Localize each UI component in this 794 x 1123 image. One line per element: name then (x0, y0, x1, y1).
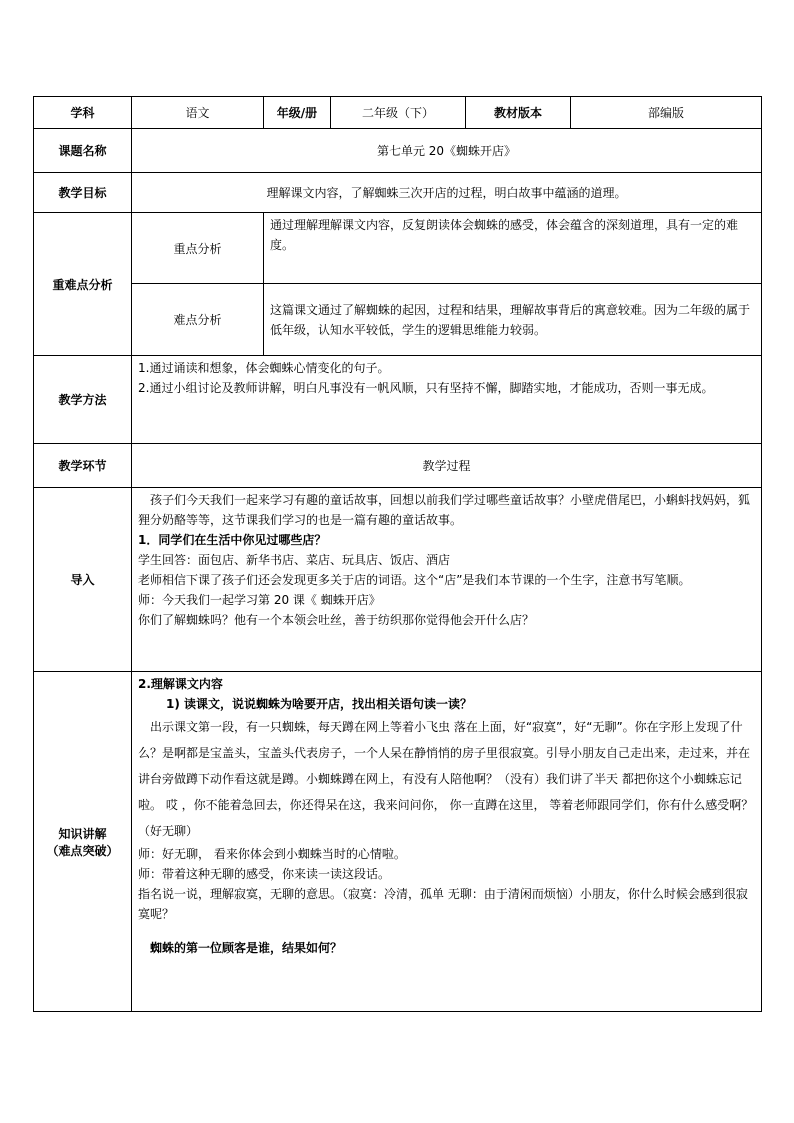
process-header-row (34, 444, 762, 488)
difficult-analysis-label: 难点分析 (132, 284, 264, 356)
knowledge-subheading: 1) 读课文，说说蜘蛛为啥要开店，找出相关语句读一读？ (166, 697, 473, 711)
goal-label: 教学目标 (34, 173, 132, 213)
goal-row (34, 173, 762, 213)
difficult-analysis-value: 这篇课文通过了解蜘蛛的起因，过程和结果，理解故事背后的寓意较难。因为二年级的属于低年级，认知水平较低，学生的逻辑思维能力较弱。 (264, 284, 762, 356)
analysis-label: 重难点分析 (34, 213, 132, 356)
subject-label: 学科 (34, 97, 132, 129)
intro-student-answer: 学生回答：面包店、新华书店、菜店、玩具店、饭店、酒店 (138, 553, 451, 567)
knowledge-question: 蜘蛛的第一位顾客是谁，结果如何？ (150, 941, 343, 955)
knowledge-content (132, 672, 762, 1012)
intro-paragraph-4: 老师相信下课了孩子们还会发现更多关于店的词语。这个“店”是我们本节课的一个生字，注意书写笔顺。 (138, 573, 691, 587)
knowledge-paragraph-1: 出示课文第一段，有一只蜘蛛，每天蹲在网上等着小飞虫 落在上面，好“寂寞”，好“无聊”。你在字形上发现了什么？是啊都是宝盖头，宝盖头代表房子，一个人呆在静悄悄的房子里很寂寞。引导小朋友自己走出来，走过来，并在讲台旁做蹲下动作看这就是蹲。小蜘蛛蹲在网上，有没有人陪他啊？（没有）我们讲了半天 都把你这个小蜘蛛忘记啦。 哎 ，你不能着急回去，你还得呆在这，我来问问你， 你一直蹲在这里， 等着老师跟同学们，你有什么感受啊？（好无聊） (138, 720, 754, 838)
knowledge-label (34, 672, 132, 1012)
edition-value: 部编版 (571, 97, 762, 129)
process-label: 教学过程 (132, 444, 762, 488)
grade-value: 二年级（下） (331, 97, 466, 129)
key-analysis-value: 通过理解理解课文内容，反复朗读体会蜘蛛的感受，体会蕴含的深刻道理，具有一定的难度。 (264, 213, 762, 284)
subject-value: 语文 (132, 97, 264, 129)
knowledge-spacer (138, 924, 755, 938)
method-row (34, 356, 762, 444)
header-row (34, 97, 762, 129)
intro-label: 导入 (34, 488, 132, 672)
intro-row (34, 488, 762, 672)
edition-label: 教材版本 (466, 97, 571, 129)
knowledge-heading: 2.理解课文内容 (138, 677, 223, 691)
method-line-2: 2.通过小组讨论及教师讲解，明白凡事没有一帆风顺，只有坚持不懈，脚踏实地，才能成功，否则一事无成。 (138, 381, 714, 395)
key-analysis-row (34, 213, 762, 284)
goal-value: 理解课文内容，了解蜘蛛三次开店的过程，明白故事中蕴涵的道理。 (132, 173, 762, 213)
method-content (132, 356, 762, 444)
intro-paragraph-6: 你们了解蜘蛛吗？他有一个本领会吐丝，善于纺织那你觉得他会开什么店？ (138, 613, 535, 627)
lesson-row (34, 129, 762, 173)
intro-paragraph-1: 孩子们今天我们一起来学习有趣的童话故事，回想以前我们学过哪些童话故事？小壁虎借尾巴，小蝌蚪找妈妈，狐狸分奶酪等等，这节课我们学习的也是一篇有趣的童话故事。 (138, 493, 751, 527)
knowledge-label-line-2: （难点突破） (46, 843, 119, 858)
lesson-value: 第七单元 20《蜘蛛开店》 (132, 129, 762, 173)
knowledge-label-line-1: 知识讲解 (58, 826, 107, 841)
intro-question: 1．同学们在生活中你见过哪些店？ (138, 533, 327, 547)
difficult-analysis-row (34, 284, 762, 356)
knowledge-paragraph-4: 指名说一说，理解寂寞，无聊的意思。（寂寞：冷清，孤单 无聊：由于清闲而烦恼）小朋友，你什么时候会感到很寂寞呢？ (138, 887, 748, 921)
lesson-plan-table (33, 96, 762, 1012)
process-stage-label: 教学环节 (34, 444, 132, 488)
knowledge-row (34, 672, 762, 1012)
intro-paragraph-5: 师：今天我们一起学习第 20 课《 蜘蛛开店》 (138, 593, 381, 607)
knowledge-paragraph-2: 师：好无聊， 看来你体会到小蜘蛛当时的心情啦。 (138, 847, 406, 861)
grade-label: 年级/册 (264, 97, 331, 129)
key-analysis-label: 重点分析 (132, 213, 264, 284)
method-label: 教学方法 (34, 356, 132, 444)
knowledge-paragraph-3: 师：带着这种无聊的感受，你来读一读这段话。 (138, 867, 391, 881)
intro-content (132, 488, 762, 672)
lesson-label: 课题名称 (34, 129, 132, 173)
method-line-1: 1.通过诵读和想象，体会蜘蛛心情变化的句子。 (138, 361, 390, 375)
